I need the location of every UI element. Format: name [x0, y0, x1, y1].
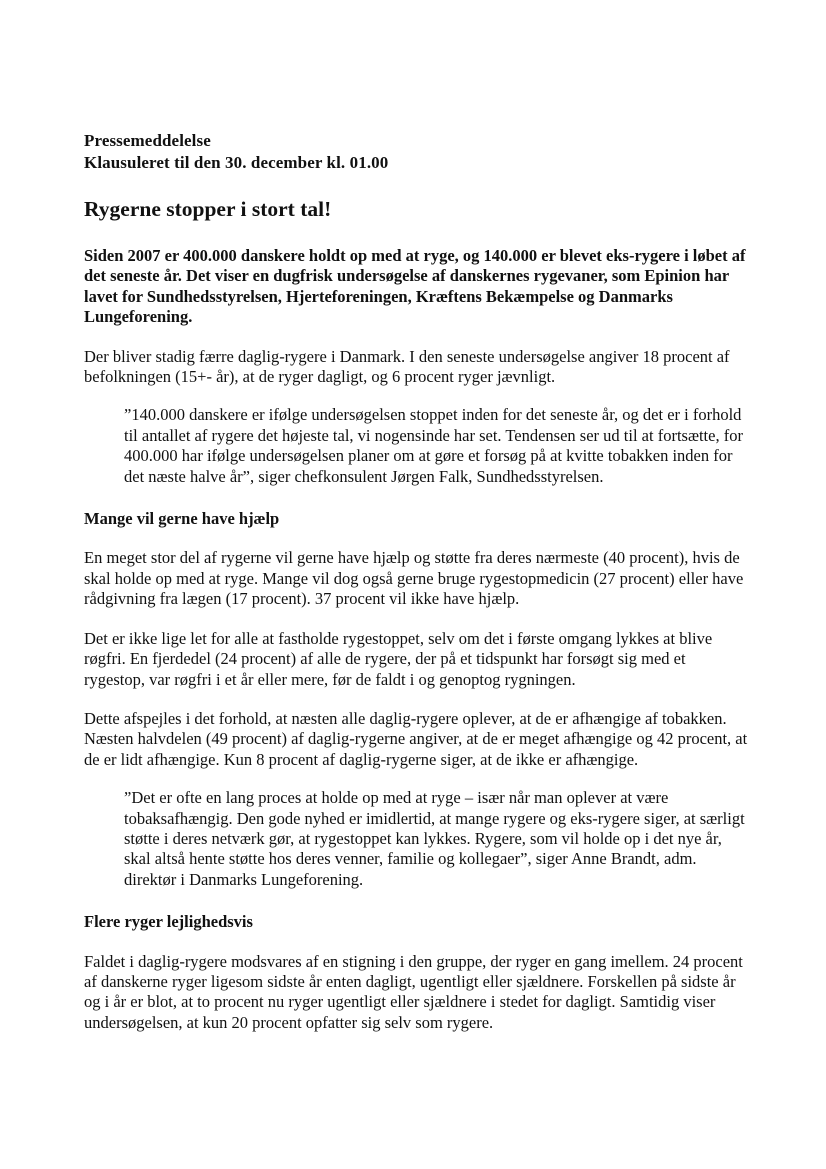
body-paragraph-occasional-smokers: Faldet i daglig-rygere modsvares af en stigning i den gruppe, der ryger en gang imellem. 24 procent af danskerne ryger ligesom sidste år enten dagligt, ugentligt eller sjældnere. Forskellen på sidste år og i år er blot, at to procent nu ryger ugentligt eller sjældnere i stedet for dagligt. Samtidig viser undersøgelsen, at kun 20 procent opfatter sig selv som rygere. [84, 951, 743, 1032]
kicker-line-1: Pressemeddelelse [84, 131, 211, 150]
document-title: Rygerne stopper i stort tal! [84, 197, 332, 221]
kicker-line-2: Klausuleret til den 30. december kl. 01.00 [84, 153, 389, 172]
body-paragraph-relapse: Det er ikke lige let for alle at fastholde rygestoppet, selv om det i første omgang lykkes at blive røgfri. En fjerdedel (24 procent) af alle de rygere, der på et tidspunkt har forsøgt sig med et rygestop, var røgfri i et år eller mere, før de faldt i og genoptog rygningen. [84, 628, 713, 689]
section-heading-help: Mange vil gerne have hjælp [84, 509, 280, 529]
body-paragraph-smoking-decline: Der bliver stadig færre daglig-rygere i Danmark. I den seneste undersøgelse angiver 18 procent af befolkningen (15+- år), at de ryger dagligt, og 6 procent ryger jævnligt. [84, 346, 730, 387]
section-heading-occasional-smokers: Flere ryger lejlighedsvis [84, 912, 253, 932]
document-kicker [84, 130, 748, 174]
lede-paragraph: Siden 2007 er 400.000 danskere holdt op med at ryge, og 140.000 er blevet eks-rygere i løbet af det seneste år. Det viser en dugfrisk undersøgelse af danskernes rygevaner, som Epinion har lavet for Sundhedsstyrelsen, Hjerteforeningen, Kræftens Bekæmpelse og Danmarks Lungeforening. [84, 246, 746, 327]
body-paragraph-dependency: Dette afspejles i det forhold, at næsten alle daglig-rygere oplever, at de er afhængige af tobakken. Næsten halvdelen (49 procent) af daglig-rygerne angiver, at de er meget afhængige og 42 procent, at de er lidt afhængige. Kun 8 procent af daglig-rygerne siger, at de ikke er afhængige. [84, 708, 748, 769]
body-paragraph-help-preferences: En meget stor del af rygerne vil gerne have hjælp og støtte fra deres nærmeste (40 procent), hvis de skal holde op med at ryge. Mange vil dog også gerne bruge rygestopmedicin (27 procent) eller have rådgivning fra lægen (17 procent). 37 procent vil ikke have hjælp. [84, 548, 744, 609]
quote-anne-brandt: ”Det er ofte en lang proces at holde op med at ryge – især når man oplever at være tobaksafhængig. Den gode nyhed er imidlertid, at mange rygere og eks-rygere siger, at særligt støtte i deres netværk gør, at rygestoppet kan lykkes. Rygere, som vil holde op i det nye år, skal altså hente støtte hos deres venner, familie og kollegaer”, siger Anne Brandt, adm. direktør i Danmarks Lungeforening. [124, 788, 745, 889]
quote-joergen-falk: ”140.000 danskere er ifølge undersøgelsen stoppet inden for det seneste år, og det er i forhold til antallet af rygere det højeste tal, vi nogensinde har set. Tendensen ser ud til at fortsætte, for 400.000 har ifølge undersøgelsen planer om at gøre et forsøg på at kvitte tobakken inden for det næste halve år”, siger chefkonsulent Jørgen Falk, Sundhedsstyrelsen. [124, 405, 743, 486]
